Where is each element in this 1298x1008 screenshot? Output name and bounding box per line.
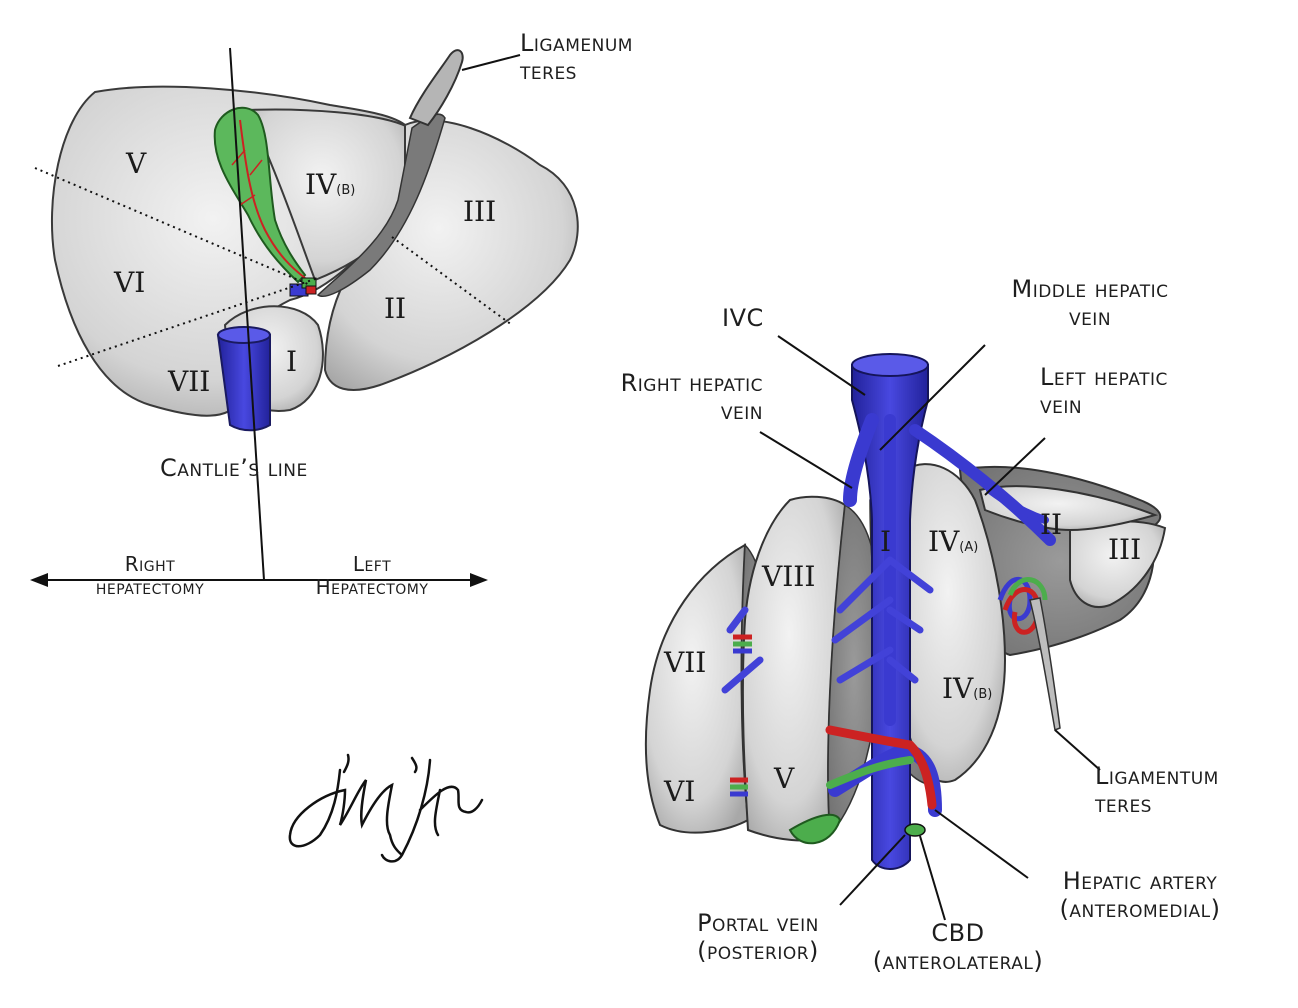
cantlie-line-label: Cantlie’s line [160, 454, 308, 482]
right-seg-vii: VII [664, 646, 707, 679]
ligamenum-teres-label: Ligamenum teres [520, 29, 633, 85]
portal-vein-label: Portal vein (posterior) [697, 909, 819, 965]
left-hepatectomy-arrowhead [470, 573, 488, 587]
right-seg-viii: VIII [762, 560, 816, 593]
left-seg-v: V [126, 147, 147, 180]
right-seg-vi: VI [664, 775, 696, 808]
cbd-leader [920, 836, 945, 920]
right-hepatic-vein-label: Right hepatic vein [620, 369, 763, 425]
left-porta-artery [306, 286, 316, 294]
left-ivc-top [218, 327, 270, 343]
left-hepatic-vein-label: Left hepatic vein [1040, 363, 1168, 419]
left-seg-ivb: IV(B) [305, 168, 356, 201]
cbd-label: CBD (anterolateral) [872, 919, 1044, 975]
left-seg-iii: III [463, 195, 497, 228]
right-hepatectomy-arrowhead [30, 573, 48, 587]
right-segment-vii-vi-lobe [646, 545, 748, 833]
left-seg-i: I [286, 345, 298, 378]
ligamentum-leader [1055, 730, 1100, 770]
left-liver-diagram [30, 48, 578, 587]
left-ligamentum-teres [410, 50, 463, 125]
cbd-stump [905, 824, 925, 836]
artist-signature [290, 755, 482, 861]
lobe-edge-triad-vii-colors [733, 637, 752, 651]
ivc-label: IVC [722, 304, 764, 332]
right-seg-iva: IV(A) [928, 525, 979, 558]
right-seg-ii: II [1040, 508, 1063, 541]
left-ivc [218, 335, 270, 430]
right-hepatectomy-label: Right hepatectomy [95, 552, 205, 599]
left-seg-vii: VII [168, 365, 211, 398]
middle-hepatic-vein-label: Middle hepatic vein [1011, 275, 1169, 331]
right-hv-leader [760, 432, 852, 488]
right-seg-iii: III [1108, 533, 1142, 566]
right-seg-ivb: IV(B) [942, 672, 993, 705]
left-seg-vi: VI [114, 266, 146, 299]
lobe-edge-triad-vi-colors [730, 780, 748, 794]
left-seg-ii: II [384, 292, 407, 325]
right-seg-i: I [880, 525, 892, 558]
left-ligament-leader [462, 55, 520, 70]
left-hepatectomy-label: Left Hepatectomy [315, 552, 429, 599]
right-ivc-top [852, 354, 928, 376]
hepatic-artery-leader [935, 810, 1028, 878]
right-seg-v: V [774, 762, 795, 795]
hepatic-artery-label: Hepatic artery (anteromedial) [1059, 867, 1221, 923]
ligamentum-teres-label: Ligamentum teres [1095, 762, 1219, 818]
